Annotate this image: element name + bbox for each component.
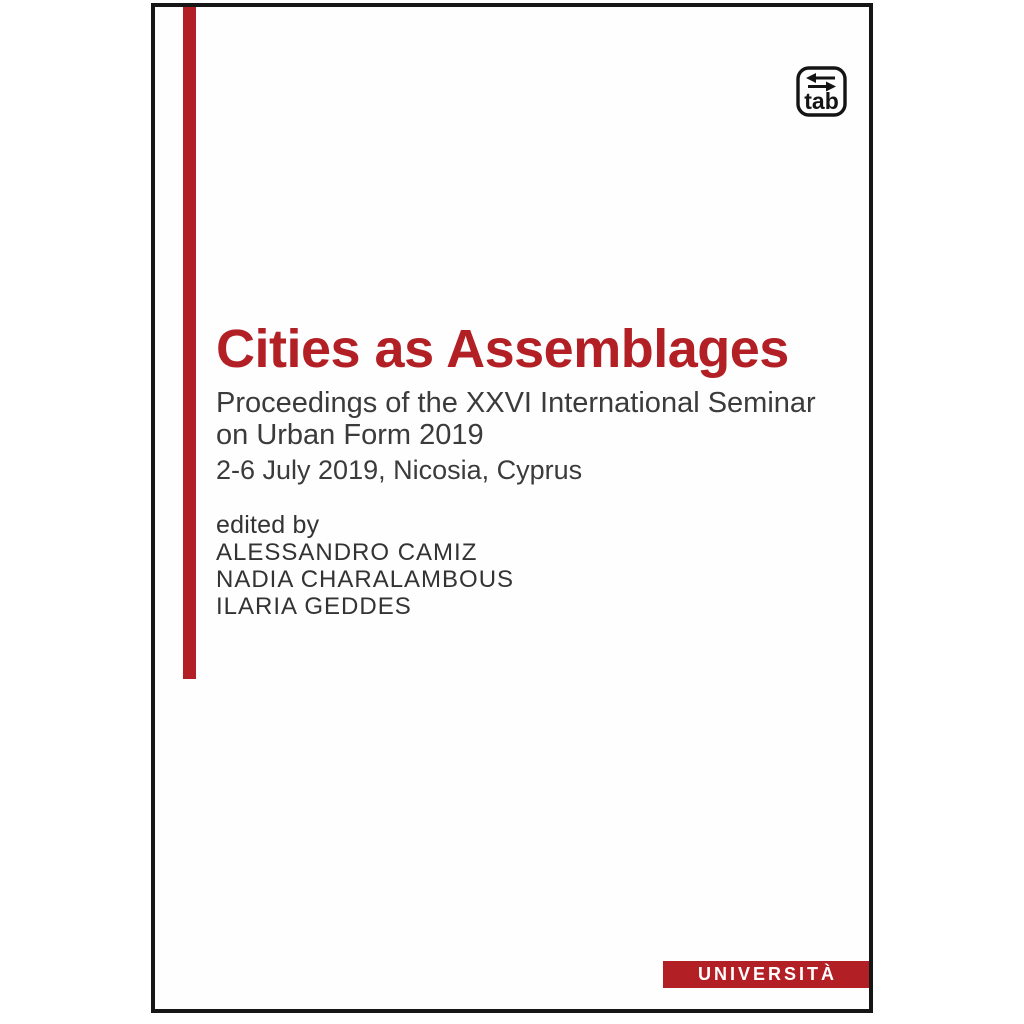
tab-logo-graphic [796, 66, 847, 117]
book-cover [151, 3, 873, 1013]
event-date-location: 2-6 July 2019, Nicosia, Cyprus [216, 455, 583, 485]
red-accent-bar [183, 7, 196, 679]
book-subtitle-line-2: on Urban Form 2019 [216, 419, 484, 451]
editor-name: NADIA CHARALAMBOUS [216, 566, 515, 593]
publisher-logo [796, 66, 847, 117]
edited-by-label: edited by [216, 511, 320, 539]
editor-name: ALESSANDRO CAMIZ [216, 539, 478, 566]
tab-logo-text: tab [804, 88, 839, 114]
book-subtitle [216, 387, 816, 451]
book-title: Cities as Assemblages [216, 319, 789, 379]
editor-name: ILARIA GEDDES [216, 593, 412, 620]
series-banner: UNIVERSITÀ [663, 961, 869, 988]
book-subtitle-line-1: Proceedings of the XXVI International Seminar [216, 387, 816, 419]
edited-by-block [216, 512, 514, 620]
